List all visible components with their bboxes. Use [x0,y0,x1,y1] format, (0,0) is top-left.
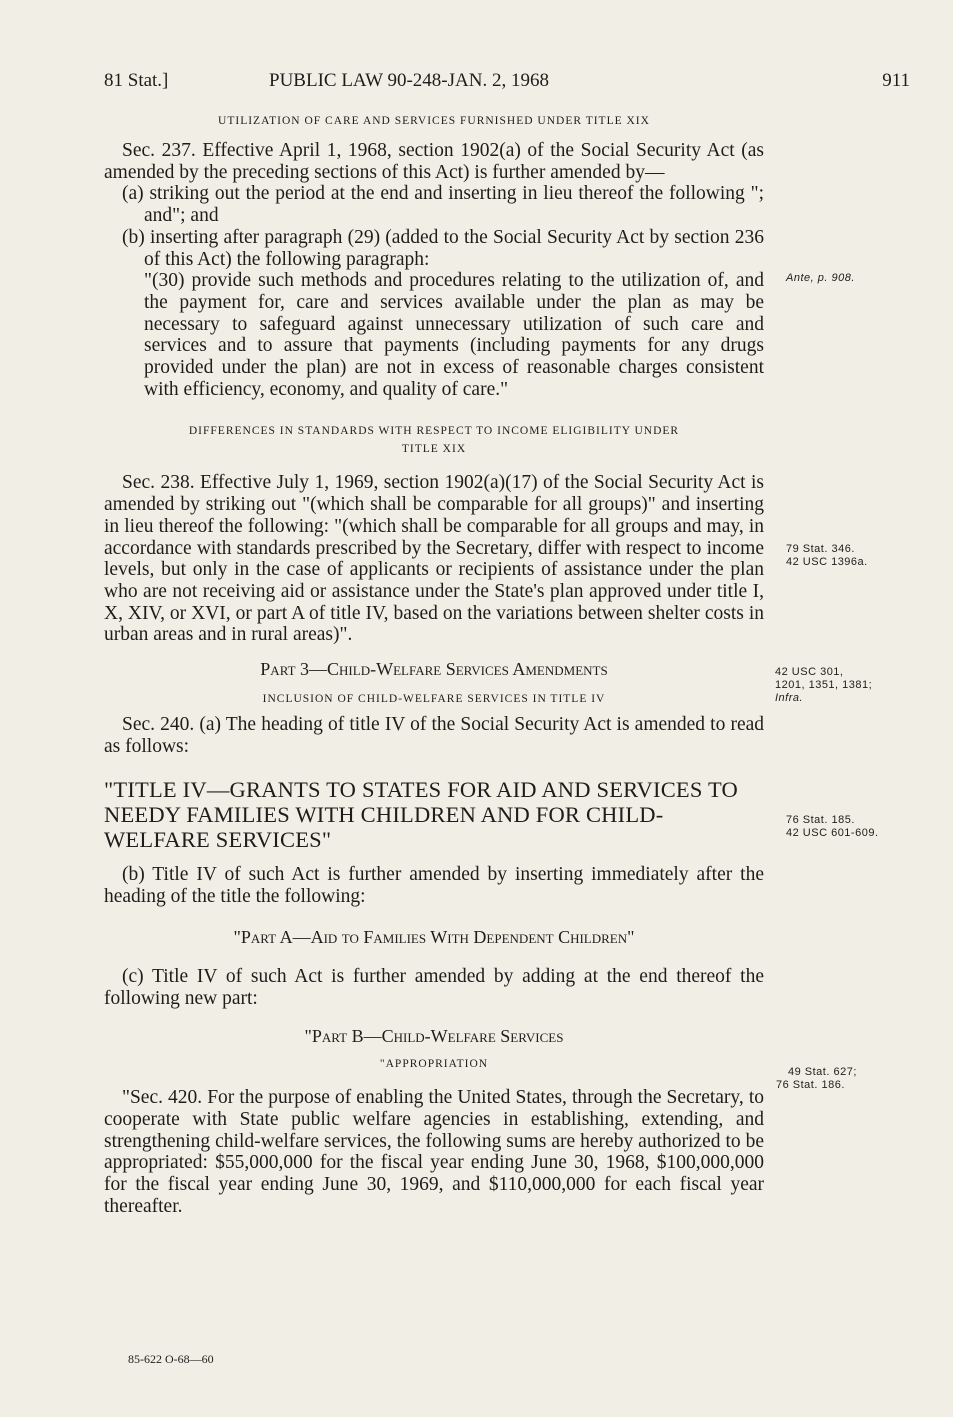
sec-420: "Sec. 420. For the purpose of enabling the United States, through the Secretary, to cooperate with State public welfare agencies in establishing, extending, and strengthening child-welfare services, the following sums are hereby authorized to be appropriated: $55,000,000 for the fiscal year ending June 30, 1968, $100,000,000 for the fiscal year ending June 30, 1969, and $110,000,000 for each fiscal year thereafter. [104,1087,764,1217]
margin-note-ante: Ante, p. 908. [786,272,855,284]
page-number: 911 [882,70,910,91]
margin-note-76-stat-185: 76 Stat. 185. 42 USC 601-609. [786,814,879,839]
section-heading-differences-2: TITLE XIX [401,443,467,456]
part-b-title: "Part B—Child-Welfare Services [304,1026,564,1047]
header-volume: 81 Stat.] [104,70,169,91]
sec-240-a: Sec. 240. (a) The heading of title IV of the Social Security Act is amended to read as follows: [104,714,764,757]
sec-237-a: (a) striking out the period at the end and inserting in lieu thereof the following "; and"; and [122,183,764,227]
margin-note-49-stat: 49 Stat. 627; 76 Stat. 186. [776,1066,857,1091]
sec-237-b: (b) inserting after paragraph (29) (added to the Social Security Act by section 236 of this Act) the following paragraph: [122,226,764,270]
section-heading-differences-1: DIFFERENCES IN STANDARDS WITH RESPECT TO INCOME ELIGIBILITY UNDER [188,425,680,438]
part-a-title: "Part A—Aid to Families With Dependent Children" [233,926,635,947]
sec-237-intro: Sec. 237. Effective April 1, 1968, section 1902(a) of the Social Security Act (as amended by the preceding sections of this Act) is further amended by— [104,140,764,183]
sec-240-b: (b) Title IV of such Act is further amended by inserting immediately after the heading of the title the following: [104,864,764,908]
section-heading-inclusion: INCLUSION OF CHILD-WELFARE SERVICES IN TITLE IV [262,693,606,706]
section-heading-utilization: UTILIZATION OF CARE AND SERVICES FURNISHED UNDER TITLE XIX [218,115,650,127]
margin-note-42-usc: 42 USC 301, 1201, 1351, 1381; Infra. [775,666,873,704]
margin-note-79-stat: 79 Stat. 346. 42 USC 1396a. [786,543,868,568]
sec-240-c: (c) Title IV of such Act is further amended by adding at the end thereof the following new part: [104,965,764,1009]
sec-238: Sec. 238. Effective July 1, 1969, section 1902(a)(17) of the Social Security Act is amended by striking out "(which shall be comparable for all groups)" and inserting in lieu thereof the following: "(which shall be comparable for all groups and may, in accordance with standards prescribed by the Secretary, differ with respect to income levels, but only in the case of applicants or recipients of assistance under the plan who are not receiving aid or assistance under the State's plan approved under title I, X, XIV, or XVI, or part A of title IV, based on the variations between shelter costs in urban areas and in rural areas)". [104,472,764,646]
appropriation-heading: "APPROPRIATION [379,1058,489,1071]
title-iv-heading: "TITLE IV—GRANTS TO STATES FOR AID AND SERVICES TO NEEDY FAMILIES WITH CHILDREN AND FOR CHILD-WELFARE SERVICES" [104,777,738,853]
footer-print-code: 85-622 O-68—60 [128,1352,214,1366]
sec-237-quote: "(30) provide such methods and procedures relating to the utilization of, and the payment for, care and services available under the plan as may be necessary to safeguard against unnecessary utilization of such care and services and to assure that payments (including payments for any drugs provided under the plan) are not in excess of reasonable charges consistent with efficiency, economy, and quality of care." [144,270,764,400]
part-3-title: Part 3—Child-Welfare Services Amendments [260,659,608,680]
running-header [104,70,910,96]
header-title: PUBLIC LAW 90-248-JAN. 2, 1968 [269,70,549,91]
main-text-column [104,112,764,1218]
